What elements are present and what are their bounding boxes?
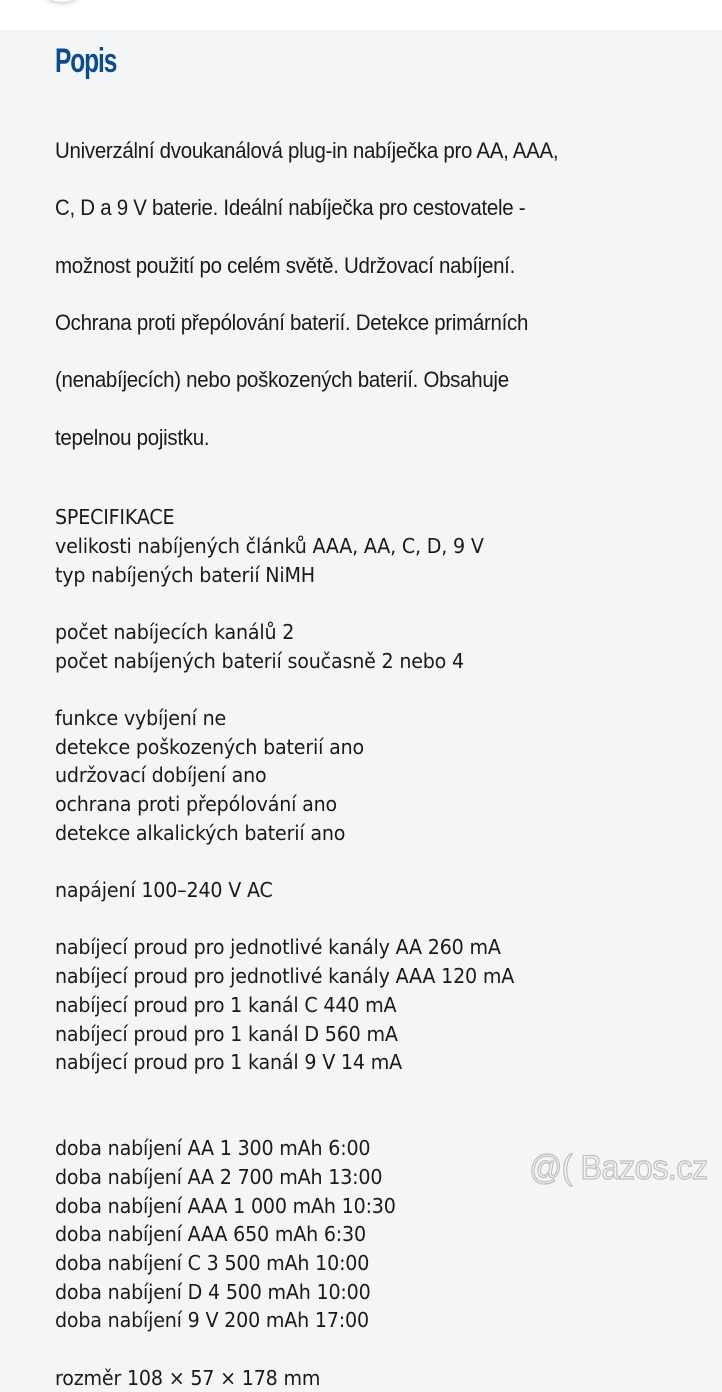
spec-line: nabíjecí proud pro 1 kanál 9 V 14 mA — [55, 1050, 402, 1075]
spec-line: ochrana proti přepólování ano — [55, 792, 338, 817]
top-header-strip — [0, 0, 722, 30]
spec-line: detekce poškozených baterií ano — [55, 734, 364, 759]
intro-line: Ochrana proti přepólování baterií. Detekce primárních — [55, 309, 529, 335]
section-title: Popis — [55, 42, 117, 80]
description-section — [0, 30, 722, 1390]
spec-line: doba nabíjení AAA 650 mAh 6:30 — [55, 1222, 366, 1247]
avatar-partial — [40, 0, 84, 2]
intro-line: tepelnou pojistku. — [55, 424, 210, 450]
spec-line: doba nabíjení AAA 1 000 mAh 10:30 — [55, 1193, 396, 1218]
spec-line: nabíjecí proud pro 1 kanál D 560 mA — [55, 1021, 398, 1046]
spec-line: detekce alkalických baterií ano — [55, 820, 346, 845]
spec-line: doba nabíjení AA 2 700 mAh 13:00 — [55, 1164, 383, 1189]
spec-line: funkce vybíjení ne — [55, 705, 227, 730]
intro-line: Univerzální dvoukanálová plug-in nabíječka pro AA, AAA, — [55, 137, 559, 163]
spec-line: typ nabíjených baterií NiMH — [55, 562, 315, 587]
spec-line: počet nabíjených baterií současně 2 nebo 4 — [55, 648, 464, 673]
spec-line: počet nabíjecích kanálů 2 — [55, 619, 295, 644]
description-body — [55, 108, 695, 1392]
spec-line: doba nabíjení AA 1 300 mAh 6:00 — [55, 1136, 371, 1161]
spec-line: doba nabíjení D 4 500 mAh 10:00 — [55, 1279, 371, 1304]
spec-line: nabíjecí proud pro jednotlivé kanály AAA 120 mA — [55, 964, 515, 989]
spec-line: velikosti nabíjených článků AAA, AA, C, D, 9 V — [55, 533, 484, 558]
spec-line: nabíjecí proud pro 1 kanál C 440 mA — [55, 992, 397, 1017]
intro-line: (nenabíjecích) nebo poškozených baterií. Obsahuje — [55, 367, 509, 393]
spec-line: napájení 100–240 V AC — [55, 878, 273, 903]
spec-line: nabíjecí proud pro jednotlivé kanály AA 260 mA — [55, 935, 501, 960]
specifications — [55, 503, 695, 1392]
spec-line: rozměr 108 × 57 × 178 mm — [55, 1365, 321, 1390]
bazos-watermark: @( Bazos.cz — [529, 1149, 708, 1187]
intro-line: C, D a 9 V baterie. Ideální nabíječka pro cestovatele - — [55, 195, 526, 221]
intro-line: možnost použití po celém světě. Udržovací nabíjení. — [55, 252, 516, 278]
spec-line: doba nabíjení 9 V 200 mAh 17:00 — [55, 1308, 369, 1333]
spec-heading: SPECIFIKACE — [55, 505, 175, 530]
spec-line: doba nabíjení C 3 500 mAh 10:00 — [55, 1251, 370, 1276]
intro-paragraph — [55, 108, 695, 481]
spec-line: udržovací dobíjení ano — [55, 763, 267, 788]
